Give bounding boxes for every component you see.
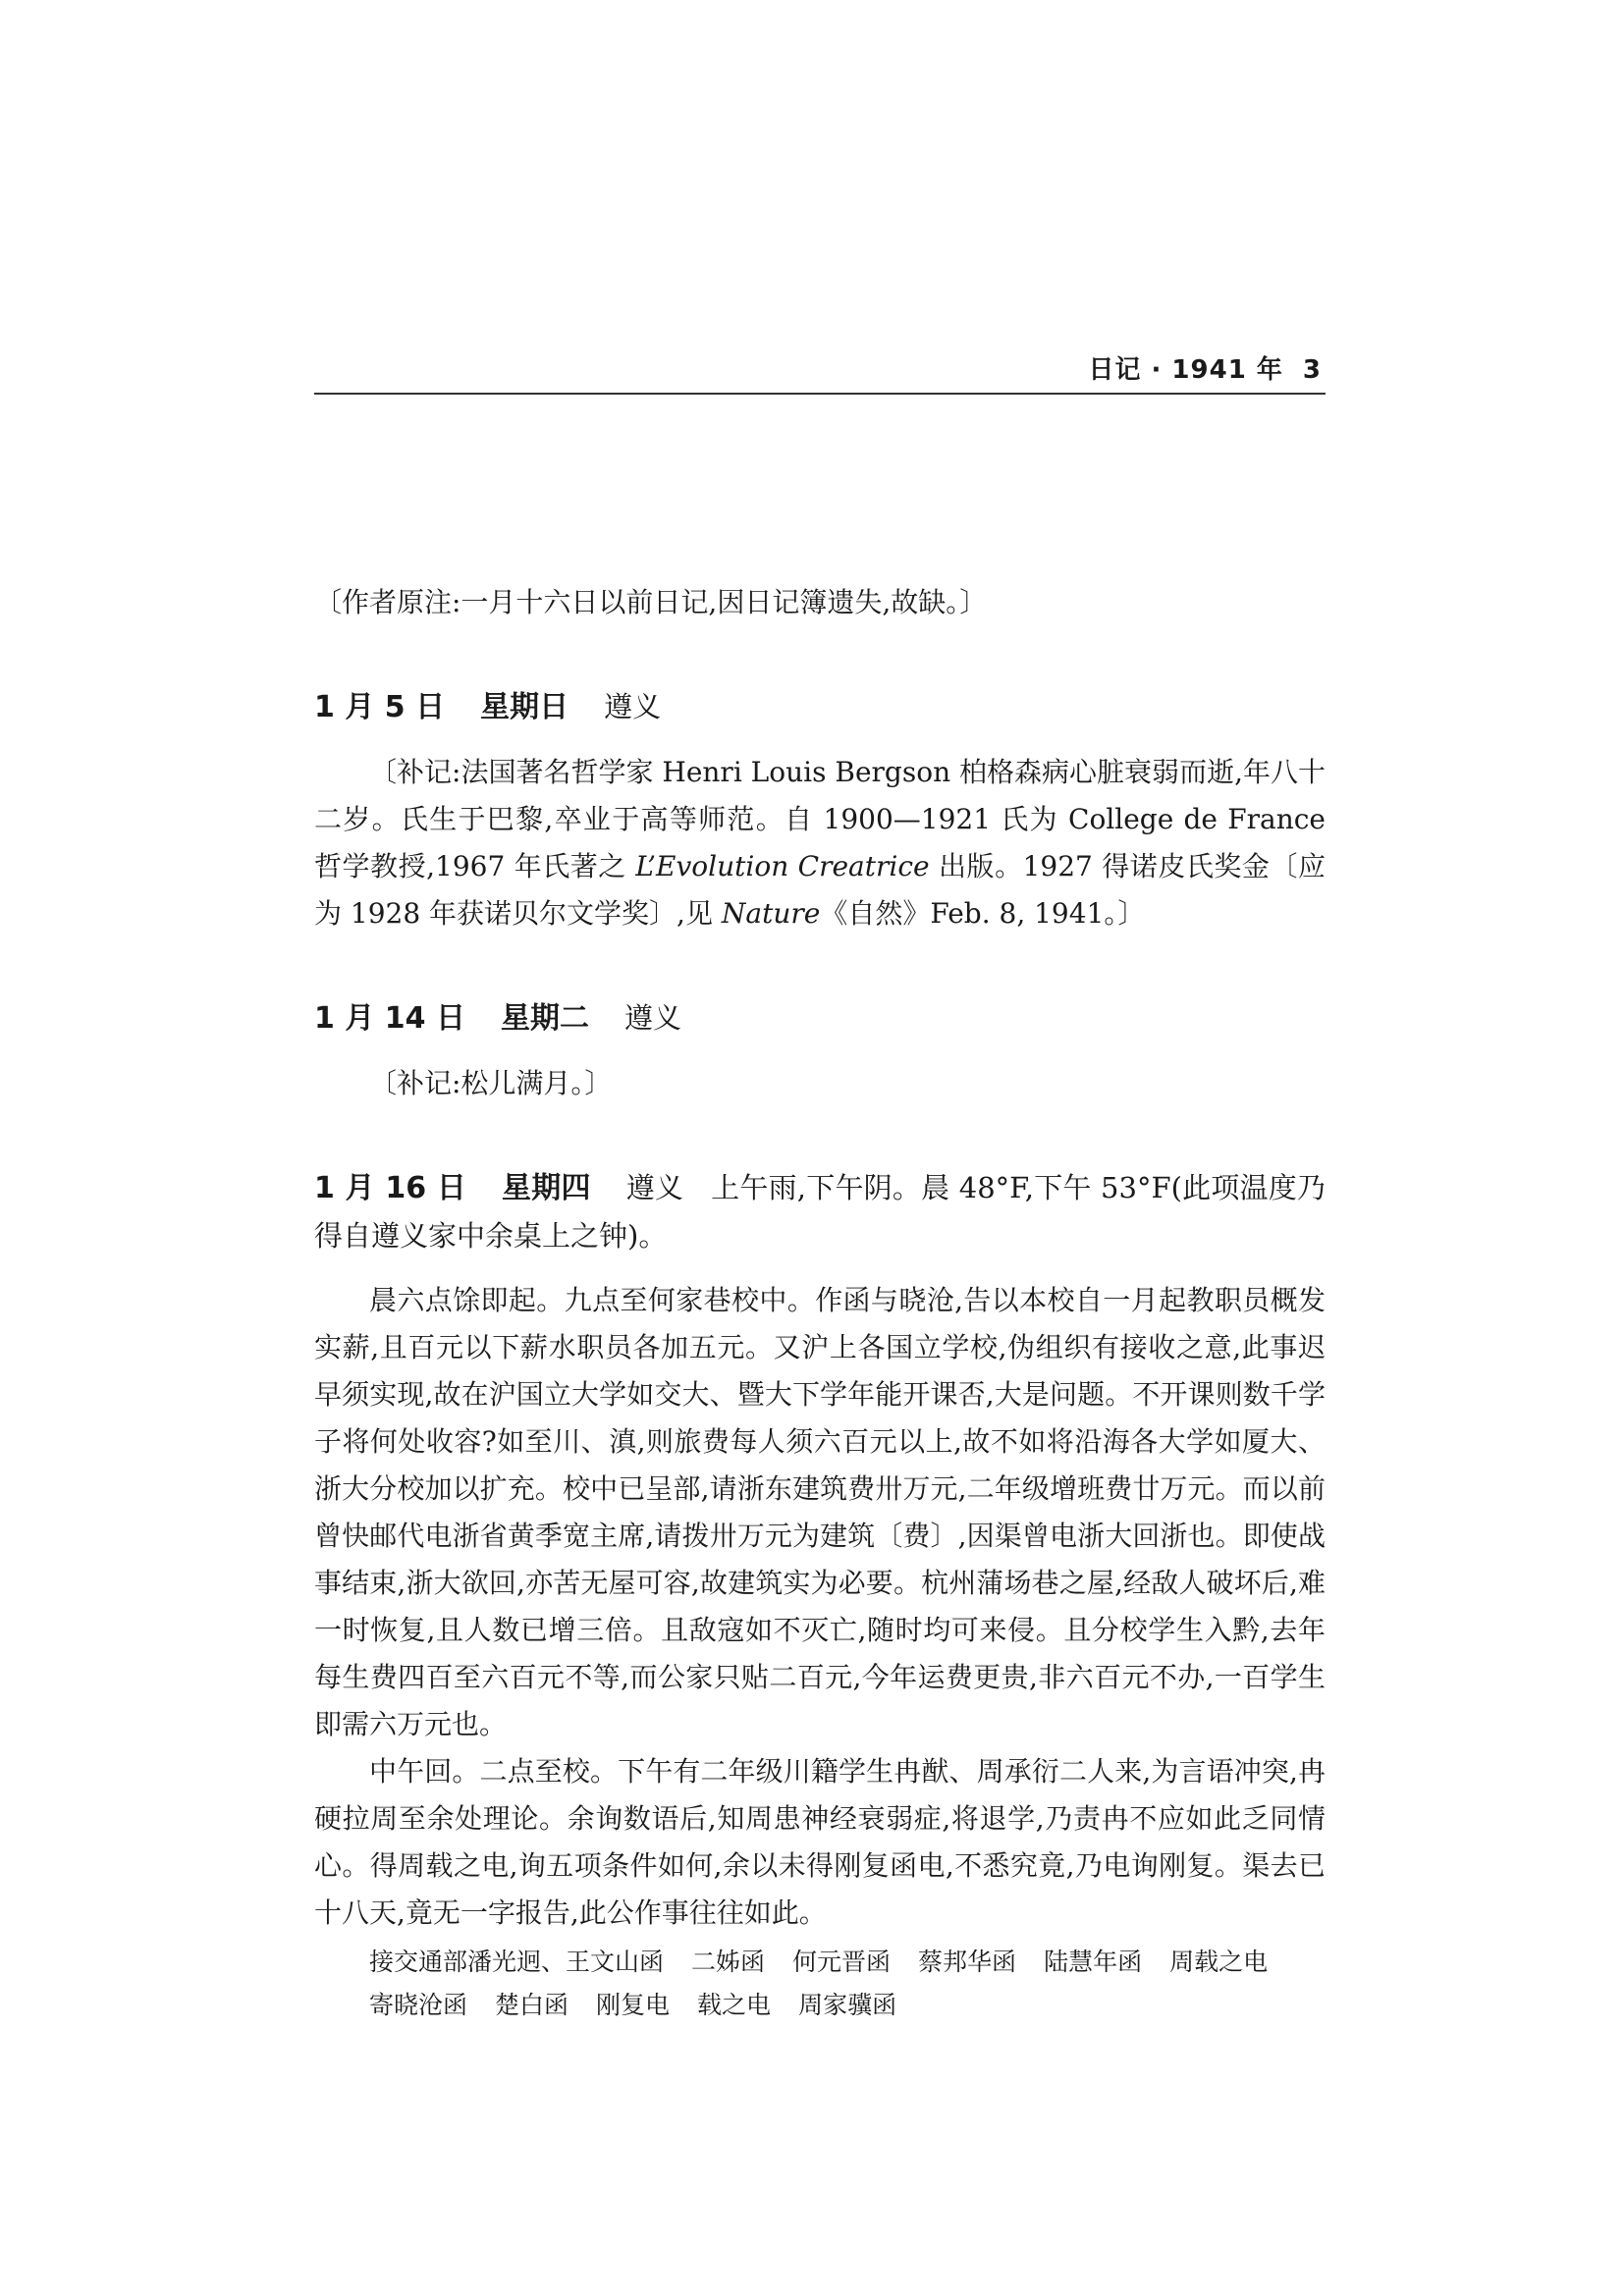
spacer	[314, 1107, 1326, 1164]
entry-weekday: 星期二	[500, 1001, 589, 1036]
supplement-text-3: 《自然》Feb. 8, 1941。〕	[820, 897, 1146, 930]
entry-weekday: 星期四	[502, 1171, 591, 1205]
diary-entry-jan-16	[314, 1164, 1326, 2027]
entry-date: 1 月 14 日	[314, 1001, 465, 1036]
supplement-text-1: 〔补记:法国著名哲学家 Henri Louis Bergson 柏格森病心脏衰弱而逝,年八十二岁。氏生于巴黎,卒业于高等师范。自 1900—1921 氏为 College de France 哲学教授,1967 年氏著之	[314, 756, 1326, 882]
page-content	[314, 579, 1326, 2027]
running-header	[1088, 349, 1322, 386]
letter-item: 刚复电	[596, 1991, 671, 2019]
entry-weather: 上午雨,下午阴。晨 48°F,下午 53°F(此项温度乃得自遵义家中余桌上之钟)。	[314, 1171, 1326, 1253]
entry-heading	[314, 1164, 1326, 1259]
book-title: L’Evolution Creatrice	[635, 850, 930, 882]
running-title: 日记 · 1941 年	[1088, 355, 1283, 385]
letters-received	[369, 1941, 1326, 1984]
entry-weekday: 星期日	[480, 690, 569, 724]
entry-place: 遵义	[625, 1171, 684, 1204]
entry-paragraph: 晨六点馀即起。九点至何家巷校中。作函与晓沧,告以本校自一月起教职员概发实薪,且百元以下薪水职员各加五元。又沪上各国立学校,伪组织有接收之意,此事迟早须实现,故在沪国立大学如交大、暨大下学年能开课否,大是问题。不开课则数千学子将何处收容?如至川、滇,则旅费每人须六百元以上,故不如将沿海各大学如厦大、浙大分校加以扩充。校中已呈部,请浙东建筑费卅万元,二年级增班费廿万元。而以前曾快邮代电浙省黄季宽主席,请拨卅万元为建筑〔费〕,因渠曾电浙大回浙也。即使战事结束,浙大欲回,亦苦无屋可容,故建筑实为必要。杭州蒲场巷之屋,经敌人破坏后,难一时恢复,且人数已增三倍。且敌寇如不灭亡,随时均可来侵。且分校学生入黔,去年每生费四百至六百元不等,而公家只贴二百元,今年运费更贵,非六百元不办,一百学生即需六万元也。	[314, 1284, 1326, 1740]
entry-supplement	[314, 749, 1326, 937]
entry-heading	[314, 994, 1326, 1042]
letter-item: 蔡邦华函	[918, 1948, 1017, 1976]
letter-item: 接交通部潘光迥、王文山函	[369, 1948, 665, 1976]
entry-place: 遵义	[623, 1001, 681, 1035]
letter-item: 寄晓沧函	[369, 1991, 468, 2019]
letter-item: 二姊函	[691, 1948, 766, 1976]
letter-item: 陆慧年函	[1044, 1948, 1143, 1976]
page-number: 3	[1302, 355, 1322, 385]
letter-item: 载之电	[697, 1991, 772, 2019]
entry-place: 遵义	[604, 690, 662, 723]
author-note: 〔作者原注:一月十六日以前日记,因日记簿遗失,故缺。〕	[314, 586, 988, 618]
page-header	[314, 346, 1326, 395]
supplement-text-2: 出版。1927 得诺皮氏奖金〔应为 1928 年获诺贝尔文学奖〕,见	[314, 850, 1326, 930]
letter-item: 周家骥函	[798, 1991, 897, 2019]
entry-date: 1 月 5 日	[314, 690, 446, 724]
journal-title: Nature	[721, 897, 821, 930]
letter-item: 周载之电	[1169, 1948, 1269, 1976]
letter-item: 楚白函	[495, 1991, 569, 2019]
entry-paragraph: 中午回。二点至校。下午有二年级川籍学生冉猷、周承衍二人来,为言语冲突,冉硬拉周至余处理论。余询数语后,知周患神经衰弱症,将退学,乃责冉不应如此乏同情心。得周载之电,询五项条件如何,余以未得刚复函电,不悉究竟,乃电询刚复。渠去已十八天,竟无一字报告,此公作事往往如此。	[314, 1755, 1326, 1929]
diary-entry-jan-14	[314, 994, 1326, 1107]
spacer	[314, 937, 1326, 994]
diary-entry-jan-5	[314, 683, 1326, 937]
letters-sent	[369, 1984, 1326, 2027]
entry-supplement: 〔补记:松儿满月。〕	[369, 1067, 613, 1099]
entry-heading	[314, 683, 1326, 731]
correspondence-list	[369, 1941, 1326, 2027]
entry-date: 1 月 16 日	[314, 1171, 467, 1205]
letter-item: 何元晋函	[792, 1948, 892, 1976]
